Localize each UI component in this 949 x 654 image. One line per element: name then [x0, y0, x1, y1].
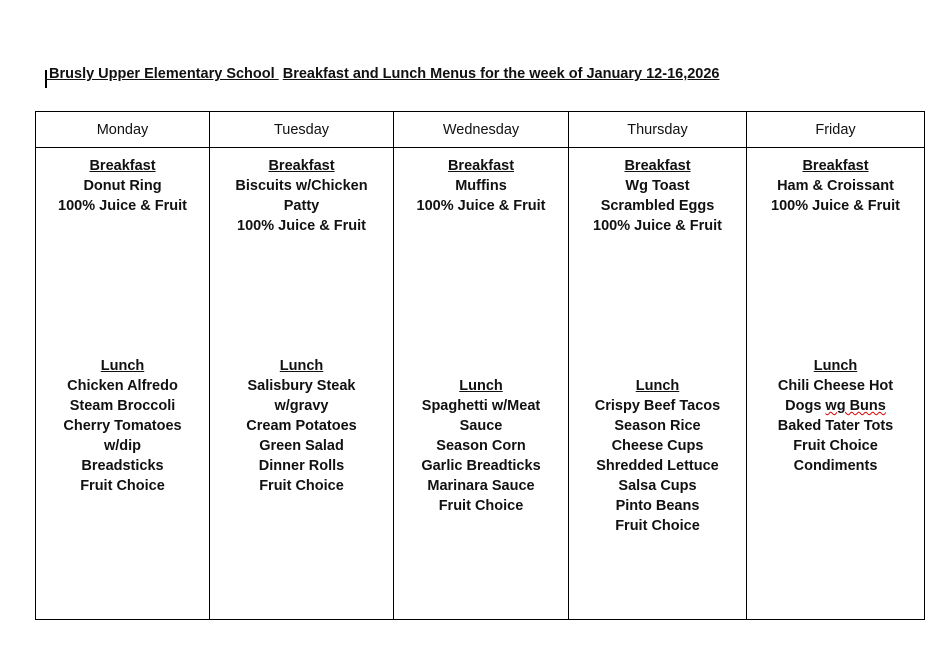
breakfast-item: Biscuits w/Chicken: [235, 178, 368, 194]
lunch-item: Baked Tater Tots: [777, 418, 894, 434]
lunch-item: Cheese Cups: [611, 438, 704, 454]
lunch-heading: Lunch: [100, 358, 145, 374]
breakfast-item: Ham & Croissant: [777, 178, 894, 194]
lunch-item: Fruit Choice: [80, 478, 165, 494]
spellcheck-underline: wg Buns: [825, 398, 886, 414]
breakfast-item: 100% Juice & Fruit: [771, 198, 900, 214]
lunch-item: Fruit Choice: [438, 498, 524, 514]
breakfast-item: Muffins: [455, 178, 507, 194]
lunch-item: Cream Potatoes: [246, 418, 357, 434]
lunch-item: Dinner Rolls: [258, 458, 345, 474]
day-header-thursday: Thursday: [569, 112, 747, 148]
lunch-item: Salsa Cups: [618, 478, 697, 494]
lunch-section: [569, 376, 746, 536]
breakfast-item: 100% Juice & Fruit: [58, 198, 187, 214]
lunch-item: Season Rice: [614, 418, 701, 434]
lunch-section: [394, 376, 568, 516]
menu-cell-tuesday: [210, 148, 394, 620]
breakfast-item: 100% Juice & Fruit: [593, 218, 722, 234]
lunch-item: Chili Cheese Hot: [777, 378, 894, 394]
lunch-item: Spaghetti w/Meat: [421, 398, 541, 414]
lunch-item: Season Corn: [436, 438, 526, 454]
lunch-item: Breadsticks: [81, 458, 164, 474]
lunch-item: Steam Broccoli: [69, 398, 176, 414]
school-name: Brusly Upper Elementary School: [45, 66, 279, 82]
day-header-monday: Monday: [36, 112, 210, 148]
lunch-item: Shredded Lettuce: [596, 458, 719, 474]
body-row: [36, 148, 925, 620]
breakfast-item: Patty: [283, 198, 320, 214]
lunch-heading: Lunch: [279, 358, 324, 374]
lunch-item: Dogs wg Buns: [785, 398, 886, 414]
lunch-item: Condiments: [793, 458, 878, 474]
day-header-wednesday: Wednesday: [394, 112, 569, 148]
breakfast-heading: Breakfast: [624, 158, 691, 174]
menu-cell-friday: [747, 148, 925, 620]
breakfast-item: Wg Toast: [625, 178, 690, 194]
lunch-item: Sauce: [459, 418, 503, 434]
breakfast-item: 100% Juice & Fruit: [416, 198, 546, 214]
lunch-item: w/gravy: [274, 398, 329, 414]
menu-table: [35, 111, 925, 620]
menu-cell-monday: [36, 148, 210, 620]
page-title: [45, 66, 719, 82]
breakfast-section: [210, 156, 393, 236]
lunch-heading: Lunch: [635, 378, 680, 394]
lunch-item: Crispy Beef Tacos: [594, 398, 721, 414]
lunch-heading: Lunch: [813, 358, 858, 374]
breakfast-section: [36, 156, 209, 216]
lunch-item: Cherry Tomatoes: [63, 418, 182, 434]
lunch-item: Fruit Choice: [259, 478, 344, 494]
lunch-item: Fruit Choice: [793, 438, 878, 454]
lunch-item: Marinara Sauce: [427, 478, 535, 494]
lunch-heading: Lunch: [459, 378, 503, 394]
lunch-item: Green Salad: [259, 438, 344, 454]
breakfast-item: Donut Ring: [83, 178, 162, 194]
breakfast-section: [747, 156, 924, 216]
breakfast-heading: Breakfast: [447, 158, 515, 174]
breakfast-heading: Breakfast: [89, 158, 156, 174]
lunch-section: [747, 356, 924, 476]
day-header-friday: Friday: [747, 112, 925, 148]
menu-cell-wednesday: [394, 148, 569, 620]
breakfast-item: Scrambled Eggs: [600, 198, 715, 214]
lunch-section: [210, 356, 393, 496]
breakfast-section: [569, 156, 746, 236]
lunch-item: Garlic Breadticks: [421, 458, 541, 474]
day-header-tuesday: Tuesday: [210, 112, 394, 148]
header-row: [36, 112, 925, 148]
lunch-item: Salisbury Steak: [247, 378, 356, 394]
lunch-item: Pinto Beans: [615, 498, 700, 514]
breakfast-heading: Breakfast: [268, 158, 335, 174]
lunch-item: Chicken Alfredo: [67, 378, 178, 394]
menu-title: Breakfast and Lunch Menus for the week of January 12-16,2026: [282, 66, 720, 82]
breakfast-item: 100% Juice & Fruit: [237, 218, 366, 234]
lunch-section: [36, 356, 209, 496]
lunch-item: Fruit Choice: [615, 518, 700, 534]
menu-cell-thursday: [569, 148, 747, 620]
lunch-item: w/dip: [103, 438, 142, 454]
breakfast-heading: Breakfast: [802, 158, 869, 174]
breakfast-section: [394, 156, 568, 216]
